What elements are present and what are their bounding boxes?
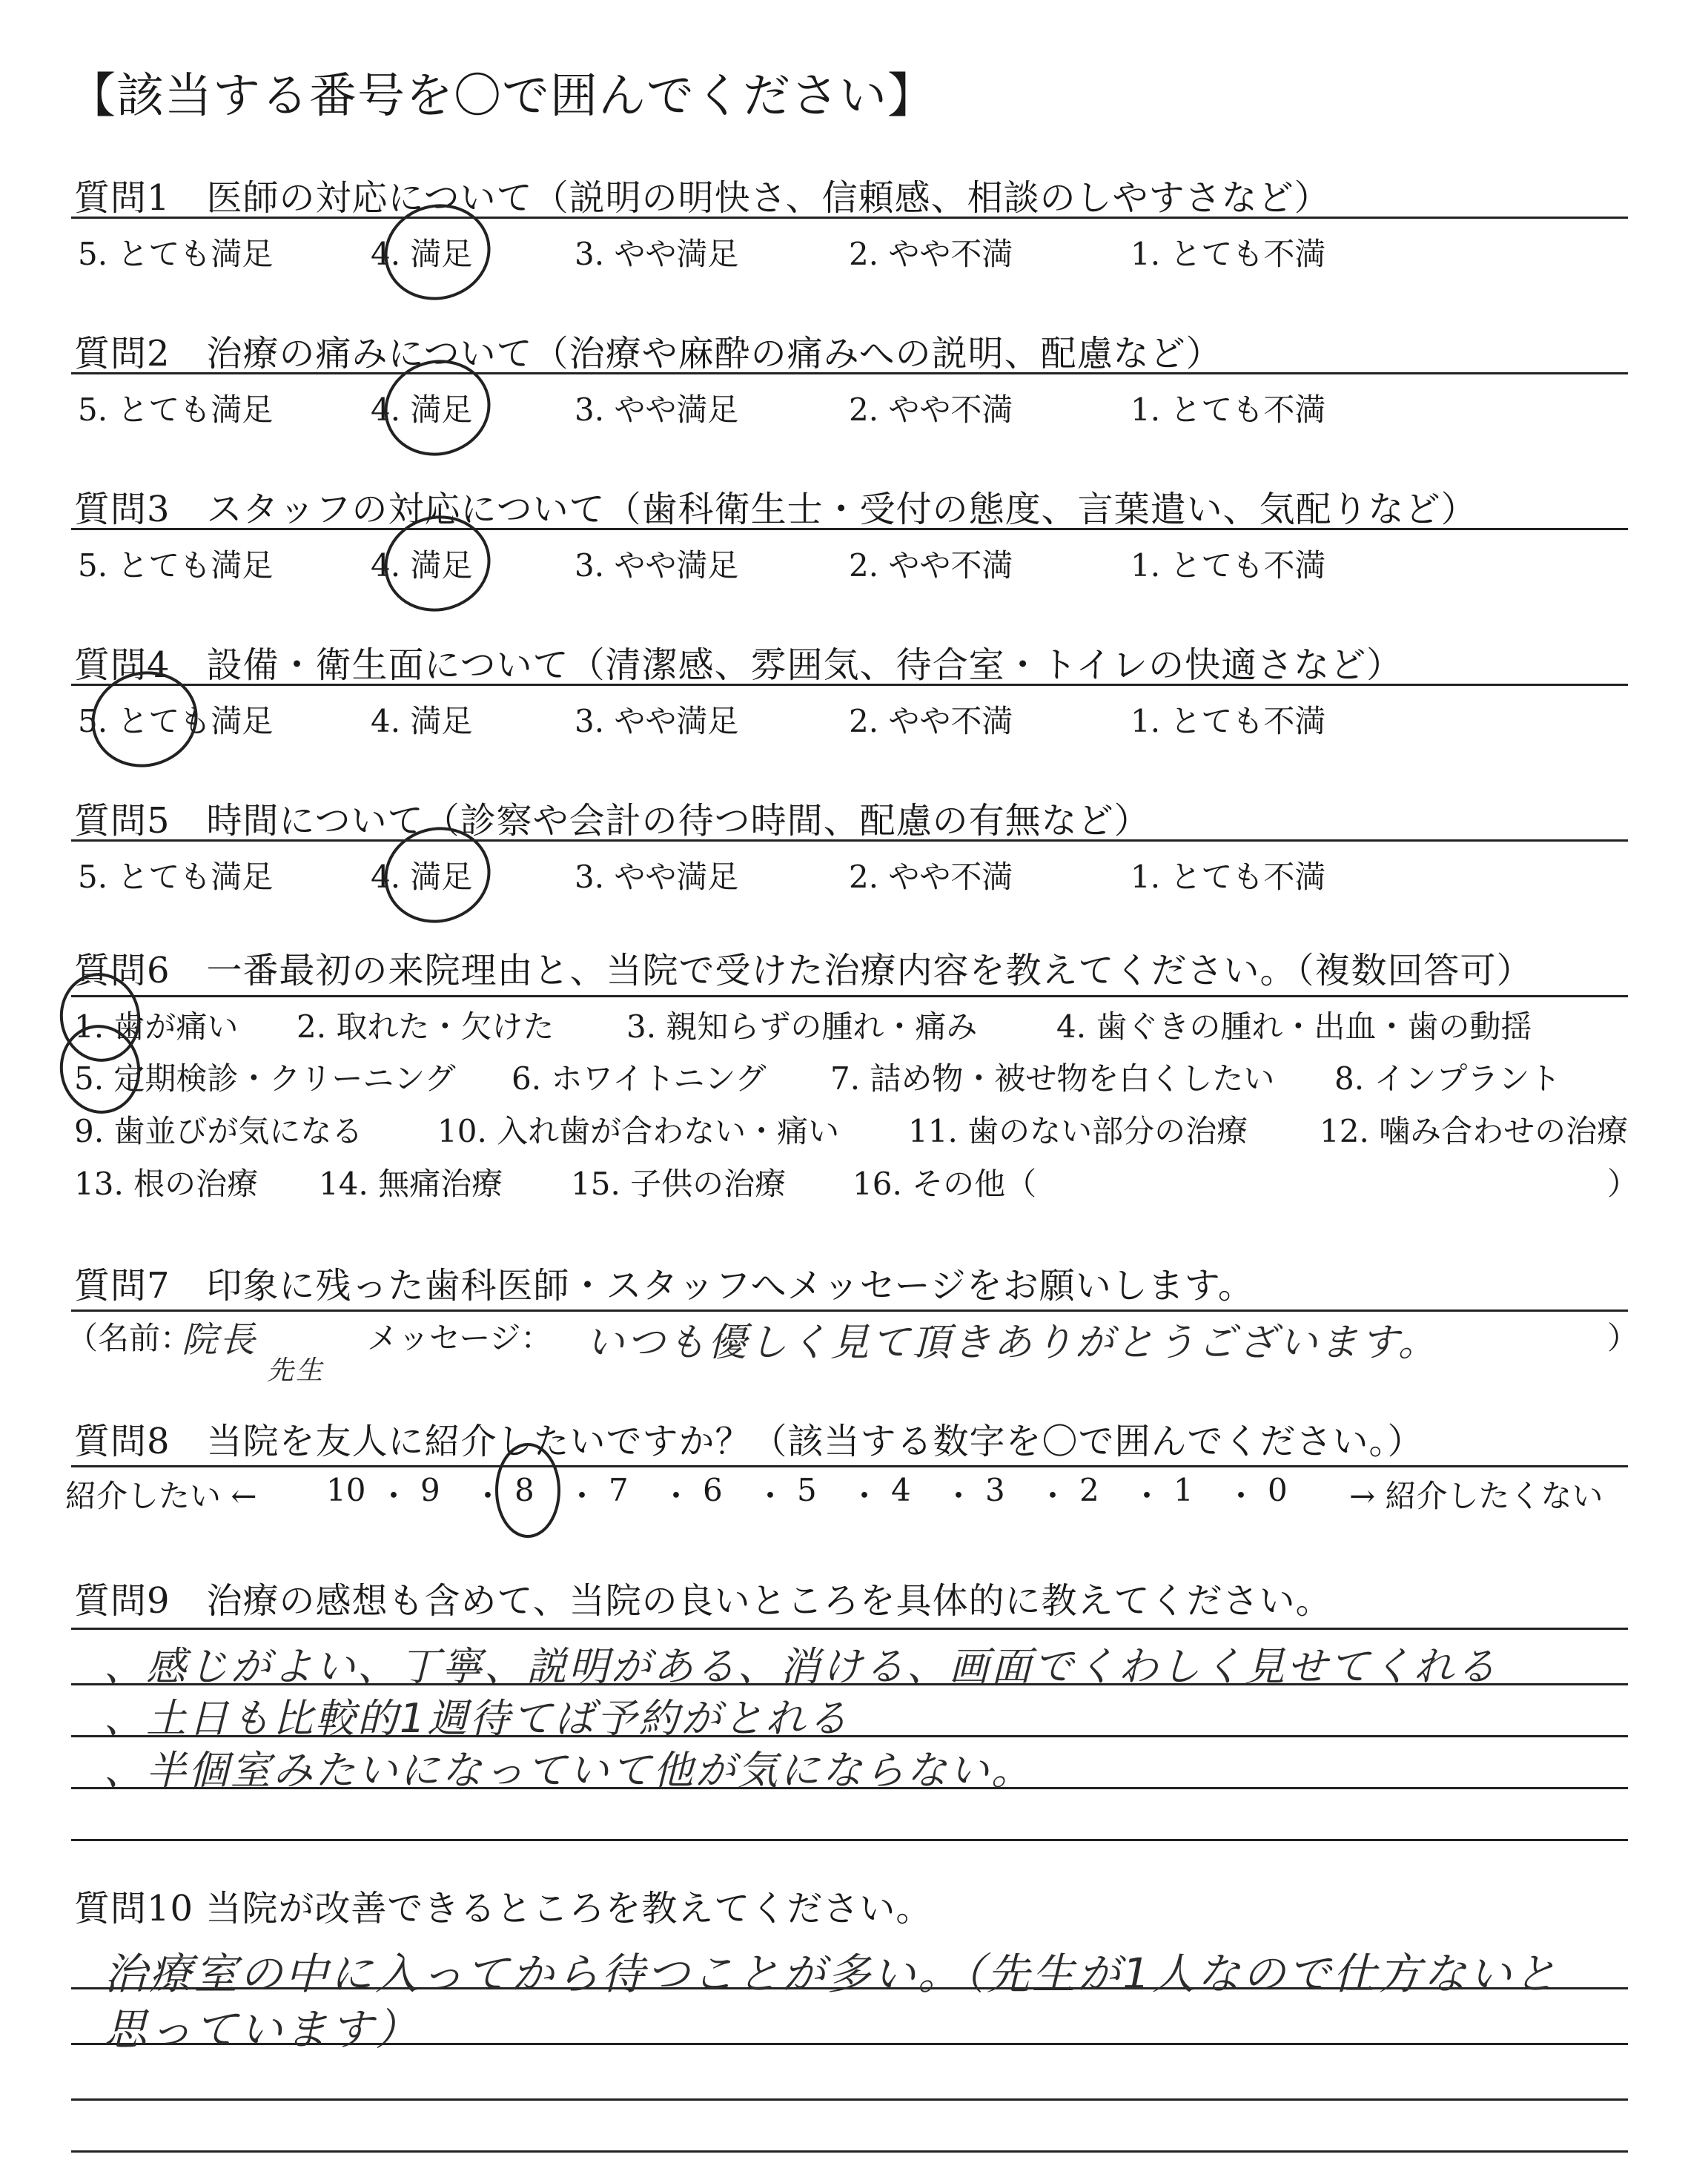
q8-separator: ・: [755, 1478, 787, 1514]
q4-option-5[interactable]: 5. とても満足: [78, 703, 274, 739]
q7-close-paren: ）: [1607, 1320, 1639, 1356]
q5-rule: [71, 839, 1628, 842]
q6-option-3[interactable]: 3. 親知らずの腫れ・痛み: [626, 1008, 978, 1045]
q7-message-label: メッセージ：: [367, 1320, 552, 1356]
q10-title: 質問10 当院が改善できるところを教えてください。: [74, 1888, 933, 1929]
q2-rule: [71, 372, 1628, 374]
q9-answer-2[interactable]: 、土日も比較的1週待てば予約がとれる: [104, 1695, 850, 1742]
q8-separator: ・: [849, 1478, 881, 1514]
q8-separator: ・: [378, 1478, 410, 1514]
q4-title: 質問4 設備・衛生面について（清潔感、雰囲気、待合室・トイレの快適さなど）: [74, 644, 1403, 686]
q9-title: 質問9 治療の感想も含めて、当院の良いところを具体的に教えてください。: [74, 1580, 1332, 1622]
q6-option-4[interactable]: 4. 歯ぐきの腫れ・出血・歯の動揺: [1056, 1008, 1532, 1045]
q7-name-value-1[interactable]: 院長: [182, 1319, 258, 1361]
q9-rule-4: [71, 1839, 1628, 1841]
q8-scale-10[interactable]: 10: [326, 1472, 366, 1508]
q8-scale-0[interactable]: 0: [1268, 1472, 1288, 1508]
q4-option-3[interactable]: 3. やや満足: [575, 703, 739, 739]
q3-rule: [71, 528, 1628, 530]
q6-option-14[interactable]: 14. 無痛治療: [319, 1166, 503, 1202]
q2-option-3[interactable]: 3. やや満足: [575, 392, 739, 428]
q1-option-4[interactable]: 4. 満足: [371, 236, 473, 272]
q6-option-11[interactable]: 11. 歯のない部分の治療: [908, 1113, 1248, 1149]
q4-option-2[interactable]: 2. やや不満: [849, 703, 1013, 739]
q6-option-7[interactable]: 7. 詰め物・被せ物を白くしたい: [830, 1060, 1275, 1097]
q2-option-4[interactable]: 4. 満足: [371, 392, 473, 428]
q10-rule-3: [71, 2150, 1628, 2153]
q6-option-12[interactable]: 12. 噛み合わせの治療: [1320, 1113, 1629, 1149]
q8-scale-4[interactable]: 4: [891, 1472, 911, 1508]
q9-answer-3[interactable]: 、半個室みたいになっていて他が気にならない。: [104, 1747, 1033, 1794]
q5-title: 質問5 時間について（診察や会計の待つ時間、配慮の有無など）: [74, 800, 1151, 842]
q6-option-15[interactable]: 15. 子供の治療: [571, 1166, 787, 1202]
q2-option-5[interactable]: 5. とても満足: [78, 392, 274, 428]
q8-scale-7[interactable]: 7: [609, 1472, 629, 1508]
q2-option-1[interactable]: 1. とても不満: [1131, 392, 1326, 428]
q8-scale-3[interactable]: 3: [985, 1472, 1005, 1508]
q1-title: 質問1 医師の対応について（説明の明快さ、信頼感、相談のしやすさなど）: [74, 177, 1331, 219]
q6-option-5[interactable]: 5. 定期検診・クリーニング: [74, 1060, 456, 1097]
q9-answer-1[interactable]: 、感じがよい、丁寧、説明がある、消ける、画面でくわしく見せてくれる: [104, 1643, 1498, 1690]
q8-separator: ・: [1225, 1478, 1257, 1514]
q4-rule: [71, 684, 1628, 686]
q5-option-2[interactable]: 2. やや不満: [849, 859, 1013, 895]
q7-title: 質問7 印象に残った歯科医師・スタッフへメッセージをお願いします。: [74, 1265, 1254, 1307]
q4-option-1[interactable]: 1. とても不満: [1131, 703, 1326, 739]
q6-option-9[interactable]: 9. 歯並びが気になる: [74, 1113, 363, 1149]
q5-option-5[interactable]: 5. とても満足: [78, 859, 274, 895]
q8-separator: ・: [661, 1478, 692, 1514]
q6-rule: [71, 995, 1628, 997]
q6-option-1[interactable]: 1. 歯が痛い: [74, 1008, 239, 1045]
q3-option-3[interactable]: 3. やや満足: [575, 547, 739, 584]
q8-separator: ・: [472, 1478, 504, 1514]
q8-separator: ・: [943, 1478, 975, 1514]
q1-option-1[interactable]: 1. とても不満: [1131, 236, 1326, 272]
q7-name-value-2[interactable]: 先生: [267, 1355, 325, 1386]
q8-scale-8[interactable]: 8: [514, 1472, 534, 1508]
q3-title: 質問3 スタッフの対応について（歯科衛生士・受付の態度、言葉遣い、気配りなど）: [74, 489, 1477, 530]
q6-option-8[interactable]: 8. インプラント: [1334, 1060, 1561, 1097]
q8-separator: ・: [1131, 1478, 1163, 1514]
q8-separator: ・: [1037, 1478, 1069, 1514]
q5-option-3[interactable]: 3. やや満足: [575, 859, 739, 895]
q8-scale-5[interactable]: 5: [797, 1472, 817, 1508]
q3-option-2[interactable]: 2. やや不満: [849, 547, 1013, 584]
q4-option-4[interactable]: 4. 満足: [371, 703, 473, 739]
q1-rule: [71, 217, 1628, 219]
q9-rule-0: [71, 1628, 1628, 1630]
q8-right-label: → 紹介したくない: [1349, 1478, 1603, 1514]
q8-title: 質問8 当院を友人に紹介したいですか？（該当する数字を〇で囲んでください。）: [74, 1421, 1424, 1462]
q6-option-6[interactable]: 6. ホワイトニング: [512, 1060, 767, 1097]
q1-option-2[interactable]: 2. やや不満: [849, 236, 1013, 272]
q6-option-2[interactable]: 2. 取れた・欠けた: [297, 1008, 555, 1045]
q3-option-4[interactable]: 4. 満足: [371, 547, 473, 584]
q10-answer-2[interactable]: 思っています）: [104, 2004, 421, 2055]
q8-scale-6[interactable]: 6: [703, 1472, 723, 1508]
q5-option-1[interactable]: 1. とても不満: [1131, 859, 1326, 895]
q10-rule-2: [71, 2098, 1628, 2101]
q8-scale-1[interactable]: 1: [1174, 1472, 1194, 1508]
q6-close-paren: ）: [1607, 1166, 1639, 1202]
q6-title: 質問6 一番最初の来院理由と、当院で受けた治療内容を教えてください。（複数回答可）: [74, 950, 1533, 991]
q5-option-4[interactable]: 4. 満足: [371, 859, 473, 895]
q2-title: 質問2 治療の痛みについて（治療や麻酔の痛みへの説明、配慮など）: [74, 333, 1222, 374]
q6-option-16[interactable]: 16. その他（: [853, 1166, 1037, 1202]
q7-name-label: （名前：: [67, 1320, 192, 1356]
q8-scale-9[interactable]: 9: [420, 1472, 440, 1508]
q6-option-10[interactable]: 10. 入れ歯が合わない・痛い: [437, 1113, 840, 1149]
page-header: 【該当する番号を〇で囲んでください】: [68, 69, 936, 124]
q8-left-label: 紹介したい ←: [65, 1478, 257, 1514]
q6-option-13[interactable]: 13. 根の治療: [74, 1166, 259, 1202]
q8-separator: ・: [566, 1478, 598, 1514]
q8-scale-2[interactable]: 2: [1079, 1472, 1099, 1508]
q10-answer-1[interactable]: 治療室の中に入ってから待つことが多い。（先生が1人なので仕方ないと: [104, 1949, 1559, 1999]
q3-option-5[interactable]: 5. とても満足: [78, 547, 274, 584]
q7-message-value[interactable]: いつも優しく見て頂きありがとうございます。: [586, 1321, 1439, 1365]
q2-option-2[interactable]: 2. やや不満: [849, 392, 1013, 428]
q1-option-5[interactable]: 5. とても満足: [78, 236, 274, 272]
q3-option-1[interactable]: 1. とても不満: [1131, 547, 1326, 584]
q8-rule: [71, 1465, 1628, 1467]
q1-option-3[interactable]: 3. やや満足: [575, 236, 739, 272]
